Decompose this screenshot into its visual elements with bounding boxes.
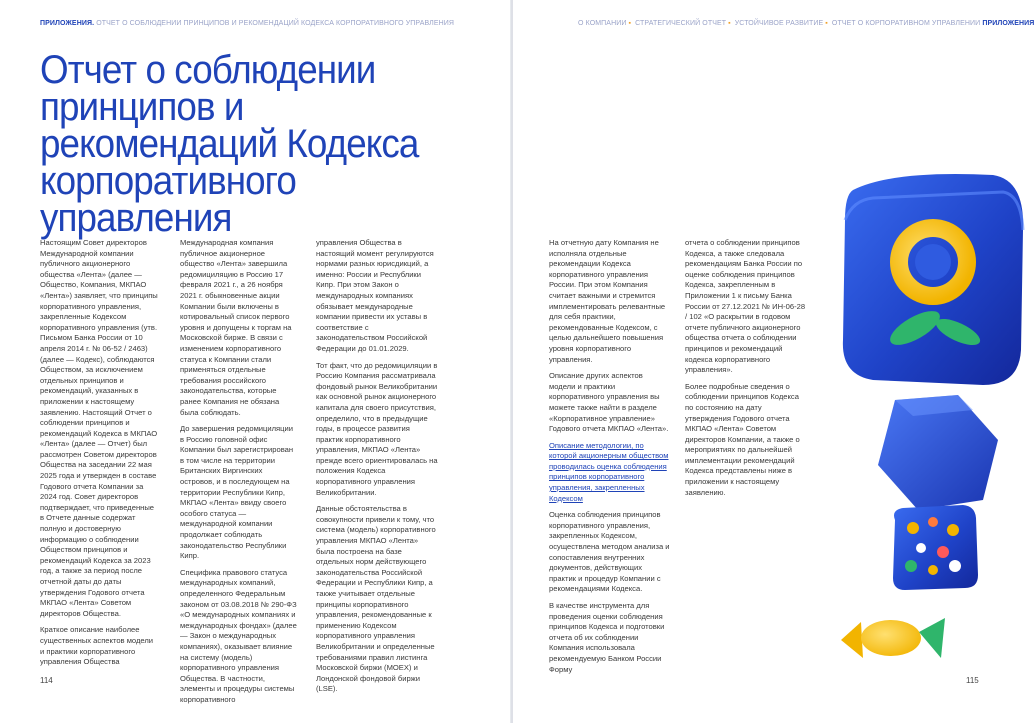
paragraph: Специфика правового статуса международных компаний, определенного Федеральным законом от 03.08.2018 № 290‑ФЗ «О международных компаниях и международных фондах» (далее — Закон о международных компаниях), оказывает влияние на систему (модель) корпоративного управления Общества. В частности, элементы и процедуры системы корпоративного: [180, 567, 297, 704]
hexagon-shape-icon: [878, 395, 998, 510]
page-number-right: 115: [966, 676, 979, 685]
model-description-heading: Краткое описание наиболее существенных аспектов модели и практики корпоративного управления Общества: [40, 625, 154, 667]
nav-about[interactable]: О КОМПАНИИ: [578, 20, 627, 27]
left-column-2: [180, 238, 298, 712]
left-page: [0, 0, 511, 723]
candy-icon: [841, 618, 945, 658]
paragraph: Тот факт, что до редомициляции в Россию Компания рассматривала фондовый рынок Великобритании как основной рынок акционерного капитала для своего присутствия, определило, что в предыдущие годы, в процессе развития практик корпоративного управления, МКПАО «Лента» прежде всего ориентировалась на положения Кодекса корпоративного управления Великобритании.: [316, 360, 438, 497]
paragraph: Описание других аспектов модели и практики корпоративного управления вы можете также найти в разделе «Корпоративное управление» Годового отчета МКПАО «Лента».: [549, 371, 669, 434]
decorative-illustration: [833, 170, 1028, 670]
right-column-2: [685, 238, 809, 504]
running-head-right: [578, 20, 1034, 27]
running-head-left: [40, 20, 454, 27]
paragraph: Оценка соблюдения принципов корпоративного управления, закрепленных Кодексом, осуществлена методом анализа и сопоставления внутренних документов, действующих практик и процедур Компании с рекомендациями Кодекса.: [549, 510, 670, 594]
dots-cube-icon: [893, 505, 978, 590]
left-column-1: [40, 238, 158, 674]
paragraph: отчета о соблюдении принципов Кодекса, а также следовала рекомендациям Банка России по оценке соблюдения принципов Кодекса, закрепленным в Приложении 1 к письму Банка России от 27.12.2021 № ИН‑06‑28 / 102 «О раскрытии в годовом отчете публичного акционерного общества отчета о соблюдении принципов и рекомендаций кодекса корпоративного управления».: [685, 238, 806, 375]
intro-paragraph: Настоящим Совет директоров Международной компании публичного акционерного общества «Лента» (далее — Общество, Компания, МКПАО «Лента») заявляет, что принципы корпоративного управления, закрепленные Кодексом корпоративного управления (утв. Письмом Банка России от 10 апреля 2014 г. № 06‑52 / 2463) (далее — Кодекс), соблюдаются Обществом, за исключением отдельных принципов и рекомендаций, указанных в приложении к настоящему заявлению. Настоящий Отчет о соблюдении принципов и рекомендаций Кодекса в МКПАО «Лента» (далее — Отчет) был рассмотрен Советом директоров Общества на заседании 22 мая 2025 года и утвержден в составе Годового отчета Компании за 2024 год. Совет директоров подтверждает, что приведенные в Отчете данные содержат полную и достоверную информацию о соблюдении Обществом принципов и рекомендаций Кодекса за 2023 год, а также за период после отчетной даты до даты утверждения Годового отчета МКПАО «Лента» Советом директоров Общества.: [40, 238, 158, 618]
nav-sustainability[interactable]: УСТОЙЧИВОЕ РАЗВИТИЕ: [734, 20, 824, 27]
separator-icon: ▪: [628, 20, 632, 27]
flower-cube-icon: [843, 174, 1023, 385]
nav-governance-report[interactable]: ОТЧЕТ О КОРПОРАТИВНОМ УПРАВЛЕНИИ: [831, 20, 981, 27]
page-title: Отчет о соблюдении принципов и рекомендаций Кодекса корпоративного управления: [40, 48, 419, 240]
methodology-heading: Описание методологии, по которой акционерным обществом проводилась оценка соблюдения принципов корпоративного управления, закрепленных Кодексом: [549, 440, 669, 503]
nav-strategic-report[interactable]: СТРАТЕГИЧЕСКИЙ ОТЧЕТ: [635, 20, 727, 27]
paragraph: В качестве инструмента для проведения оценки соблюдения принципов Кодекса и подготовки отчета об их соблюдении Компания использовала рекомендуемую Банком России Форму: [549, 601, 665, 674]
paragraph: Более подробные сведения о соблюдении принципов Кодекса по состоянию на дату утверждения Годового отчета МКПАО «Лента» Советом директоров Компании, а также о мероприятиях по дальнейшей имплементации рекомендаций Кодекса представлены ниже в приложении к настоящему заявлению.: [685, 381, 800, 497]
right-column-1: [549, 238, 671, 681]
paragraph: На отчетную дату Компания не исполняла отдельные рекомендации Кодекса корпоративного управления России. При этом Компания считает важными и стремится имплементировать релевантные для себя практики, рекомендованные Кодексом, с целью дальнейшего повышения уровня корпоративного управления.: [549, 238, 666, 364]
paragraph: До завершения редомициляции в Россию головной офис Компании был зарегистрирован в том числе на территории Британских Виргинских островов, и в последующем на территории Республики Кипр, МКПАО «Лента» ввиду своего особого статуса — международной компании продолжает соблюдать законодательство Республики Кипр.: [180, 424, 294, 561]
running-head-subtitle: ОТЧЕТ О СОБЛЮДЕНИИ ПРИНЦИПОВ И РЕКОМЕНДАЦИЙ КОДЕКСА КОРПОРАТИВНОГО УПРАВЛЕНИЯ: [96, 20, 455, 27]
paragraph: Международная компания публичное акционерное общество «Лента» завершила редомициляцию в Россию 17 февраля 2021 г., а 26 ноября 2021 г. обыкновенные акции Компании были включены в котировальный список первого уровня и допущены к торгам на Московской бирже. В связи с изменением корпоративного статуса к Компании стали применяться отдельные требования российского законодательства, которые ранее Компания не обязана была соблюдать.: [180, 238, 292, 417]
paragraph: Данные обстоятельства в совокупности привели к тому, что система (модель) корпоративного управления МКПАО «Лента» была построена на базе отдельных норм действующего законодательства Российской Федерации и Республики Кипр, а также учитывает отдельные принципы корпоративного управления, рекомендованные к применению Кодексом корпоративного управления Великобритании и определенные требованиями правил листинга Московской биржи (MOEX) и Лондонской фондовой биржи (LSE).: [316, 504, 436, 694]
separator-icon: ▪: [728, 20, 731, 27]
nav-appendices-active[interactable]: ПРИЛОЖЕНИЯ: [982, 20, 1034, 27]
page-number-left: 114: [40, 676, 53, 685]
running-head-section[interactable]: ПРИЛОЖЕНИЯ.: [40, 20, 95, 27]
left-column-3: [316, 238, 438, 701]
paragraph: управления Общества в настоящий момент регулируются нормами разных юрисдикций, а именно: России и Республики Кипр. При этом Закон о международных компаниях обязывает международные компании привести их уставы в соответствие с законодательством Российской Федерации до 01.01.2029.: [316, 238, 434, 353]
separator-icon: ▪: [825, 20, 828, 27]
